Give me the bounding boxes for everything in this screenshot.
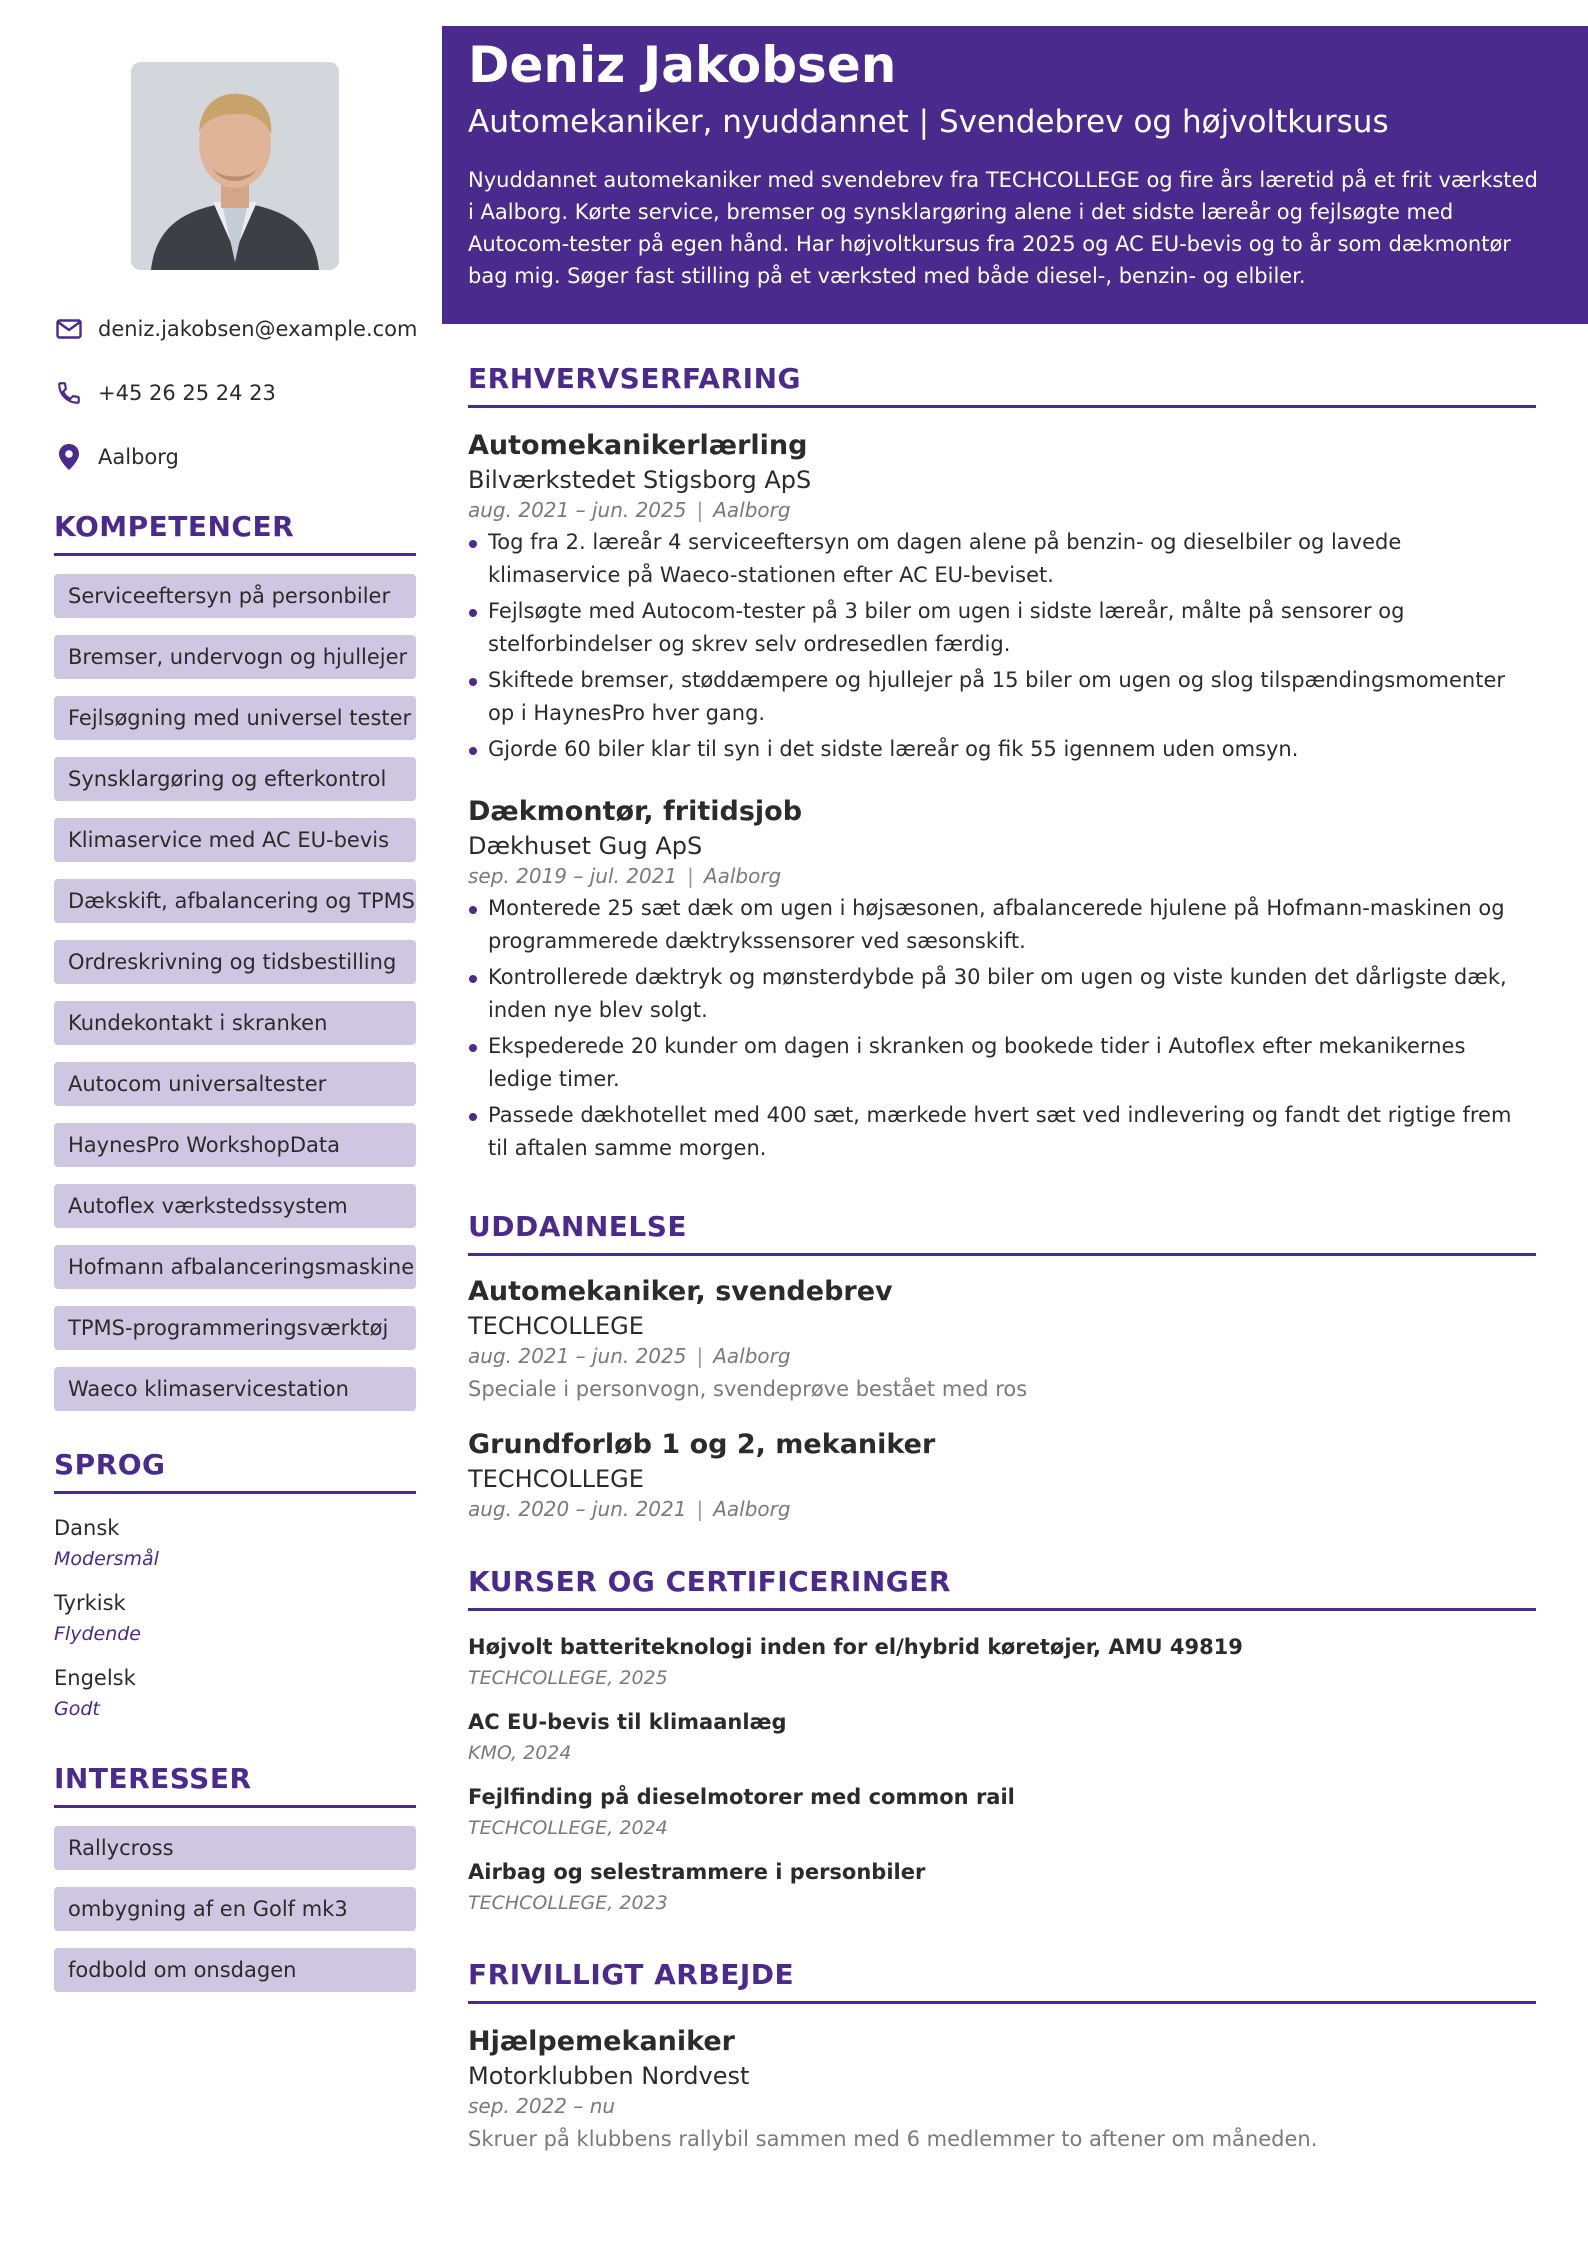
course-meta: TECHCOLLEGE, 2023: [468, 1892, 668, 1914]
skill-chip: HaynesPro WorkshopData: [54, 1123, 416, 1167]
skill-chip: Bremser, undervogn og hjullejer: [54, 635, 416, 679]
job-bullet: Ekspederede 20 kunder om dagen i skranken og bookede tider i Autoflex efter mekanikernes ledige timer.: [468, 1030, 1536, 1096]
job-bullet: Kontrollerede dæktryk og mønsterdybde på 30 biler om ugen og viste kunden det dårligste dæk, inden nye blev solgt.: [468, 961, 1536, 1027]
job-bullet: Monterede 25 sæt dæk om ugen i højsæsonen, afbalancerede hjulene på Hofmann-maskinen og programmerede dæktrykssensorer ved sæsonskift.: [468, 892, 1536, 958]
education-meta: [468, 1344, 791, 1368]
course-title: Højvolt batteriteknologi inden for el/hybrid køretøjer, AMU 49819: [468, 1635, 1243, 1659]
skill-chip: Dækskift, afbalancering og TPMS: [54, 879, 416, 923]
job-bullet: Gjorde 60 biler klar til syn i det sidste læreår og fik 55 igennem uden omsyn.: [468, 733, 1536, 766]
job-bullets: [468, 526, 1536, 769]
sidebar: [0, 0, 440, 2246]
course-meta: KMO, 2024: [468, 1742, 572, 1764]
contact-location: [54, 442, 434, 472]
course-meta: TECHCOLLEGE, 2025: [468, 1667, 668, 1689]
job-company: Bilværkstedet Stigsborg ApS: [468, 466, 812, 494]
language-level: Modersmål: [54, 1548, 159, 1570]
volunteer-heading: FRIVILLIGT ARBEJDE: [468, 1958, 1536, 2004]
interest-chip: Rallycross: [54, 1826, 416, 1870]
interest-chip: ombygning af en Golf mk3: [54, 1887, 416, 1931]
skill-chip: Fejlsøgning med universel tester: [54, 696, 416, 740]
education-school: TECHCOLLEGE: [468, 1465, 644, 1493]
volunteer-dates: sep. 2022 – nu: [468, 2094, 616, 2118]
skill-chip: Autoflex værkstedssystem: [54, 1184, 416, 1228]
portrait-illustration: [131, 62, 339, 270]
education-dates: aug. 2020 – jun. 2021: [468, 1497, 687, 1521]
job-dates: sep. 2019 – jul. 2021: [468, 864, 678, 888]
job-company: Dækhuset Gug ApS: [468, 832, 703, 860]
header-banner: [442, 26, 1588, 324]
education-title: Grundforløb 1 og 2, mekaniker: [468, 1429, 936, 1460]
skill-chip: Autocom universaltester: [54, 1062, 416, 1106]
skill-chip: Ordreskrivning og tidsbestilling: [54, 940, 416, 984]
phone-icon: [54, 378, 84, 408]
language-name: Engelsk: [54, 1666, 136, 1690]
volunteer-org: Motorklubben Nordvest: [468, 2062, 750, 2090]
interests-heading: INTERESSER: [54, 1762, 416, 1808]
education-note: Speciale i personvogn, svendeprøve bestået med ros: [468, 1377, 1028, 1401]
language-level: Godt: [54, 1698, 100, 1720]
mail-icon: [54, 314, 84, 344]
email-text: deniz.jakobsen@example.com: [98, 317, 418, 341]
profile-photo: [131, 62, 339, 270]
skill-chip: Serviceeftersyn på personbiler: [54, 574, 416, 618]
language-name: Dansk: [54, 1516, 120, 1540]
job-meta: [468, 498, 791, 522]
job-place: Aalborg: [713, 498, 791, 522]
education-dates: aug. 2021 – jun. 2025: [468, 1344, 687, 1368]
volunteer-note: Skruer på klubbens rallybil sammen med 6 medlemmer to aftener om måneden.: [468, 2127, 1318, 2151]
job-bullet: Passede dækhotellet med 400 sæt, mærkede hvert sæt ved indlevering og fandt det rigtige frem til aftalen samme morgen.: [468, 1099, 1536, 1165]
language-name: Tyrkisk: [54, 1591, 126, 1615]
job-bullets: [468, 892, 1536, 1168]
meta-separator: |: [696, 1497, 704, 1521]
map-pin-icon: [54, 442, 84, 472]
skill-chip: Klimaservice med AC EU-bevis: [54, 818, 416, 862]
experience-heading: ERHVERVSERFARING: [468, 362, 1536, 408]
candidate-name: Deniz Jakobsen: [468, 36, 897, 94]
contact-email[interactable]: [54, 314, 434, 344]
interest-chip: fodbold om onsdagen: [54, 1948, 416, 1992]
candidate-title: Automekaniker, nyuddannet | Svendebrev og højvoltkursus: [468, 104, 1389, 140]
job-title: Automekanikerlærling: [468, 430, 808, 461]
course-title: AC EU-bevis til klimaanlæg: [468, 1710, 787, 1734]
skill-chip: Synsklargøring og efterkontrol: [54, 757, 416, 801]
meta-separator: |: [687, 864, 694, 888]
education-place: Aalborg: [713, 1344, 791, 1368]
job-meta: [468, 864, 781, 888]
job-bullet: Fejlsøgte med Autocom-tester på 3 biler om ugen i sidste læreår, målte på sensorer og stelforbindelser og skrev selv ordresedlen færdig.: [468, 595, 1536, 661]
job-bullet: Tog fra 2. læreår 4 serviceeftersyn om dagen alene på benzin- og dieselbiler og lavede klimaservice på Waeco-stationen efter AC EU-beviset.: [468, 526, 1536, 592]
skill-chip: Kundekontakt i skranken: [54, 1001, 416, 1045]
skill-chip: Hofmann afbalanceringsmaskine: [54, 1245, 416, 1289]
skill-chip: Waeco klimaservicestation: [54, 1367, 416, 1411]
languages-heading: SPROG: [54, 1448, 416, 1494]
education-title: Automekaniker, svendebrev: [468, 1276, 893, 1307]
course-meta: TECHCOLLEGE, 2024: [468, 1817, 668, 1839]
course-title: Fejlfinding på dieselmotorer med common rail: [468, 1785, 1015, 1809]
location-text: Aalborg: [98, 445, 179, 469]
job-dates: aug. 2021 – jun. 2025: [468, 498, 687, 522]
contact-phone[interactable]: [54, 378, 434, 408]
language-level: Flydende: [54, 1623, 141, 1645]
course-title: Airbag og selestrammere i personbiler: [468, 1860, 926, 1884]
job-bullet: Skiftede bremser, støddæmpere og hjullejer på 15 biler om ugen og slog tilspændingsmomenter op i HaynesPro hver gang.: [468, 664, 1536, 730]
education-heading: UDDANNELSE: [468, 1210, 1536, 1256]
skill-chip: TPMS-programmeringsværktøj: [54, 1306, 416, 1350]
courses-heading: KURSER OG CERTIFICERINGER: [468, 1565, 1536, 1611]
meta-separator: |: [696, 1344, 704, 1368]
meta-separator: |: [696, 498, 704, 522]
education-place: Aalborg: [713, 1497, 791, 1521]
phone-text: +45 26 25 24 23: [98, 381, 276, 405]
education-meta: [468, 1497, 791, 1521]
job-title: Dækmontør, fritidsjob: [468, 796, 803, 827]
education-school: TECHCOLLEGE: [468, 1312, 644, 1340]
volunteer-title: Hjælpemekaniker: [468, 2026, 735, 2057]
profile-summary: Nyuddannet automekaniker med svendebrev fra TECHCOLLEGE og fire års læretid på et frit værksted i Aalborg. Kørte service, bremser og synsklargøring alene i det sidste læreår og fejlsøgte med Autocom-tester på egen hånd. Har højvoltkursus fra 2025 og AC EU-bevis og to år som dækmontør bag mig. Søger fast stilling på et værksted med både diesel-, benzin- og elbiler.: [468, 168, 1538, 288]
skills-heading: KOMPETENCER: [54, 510, 416, 556]
job-place: Aalborg: [703, 864, 782, 888]
